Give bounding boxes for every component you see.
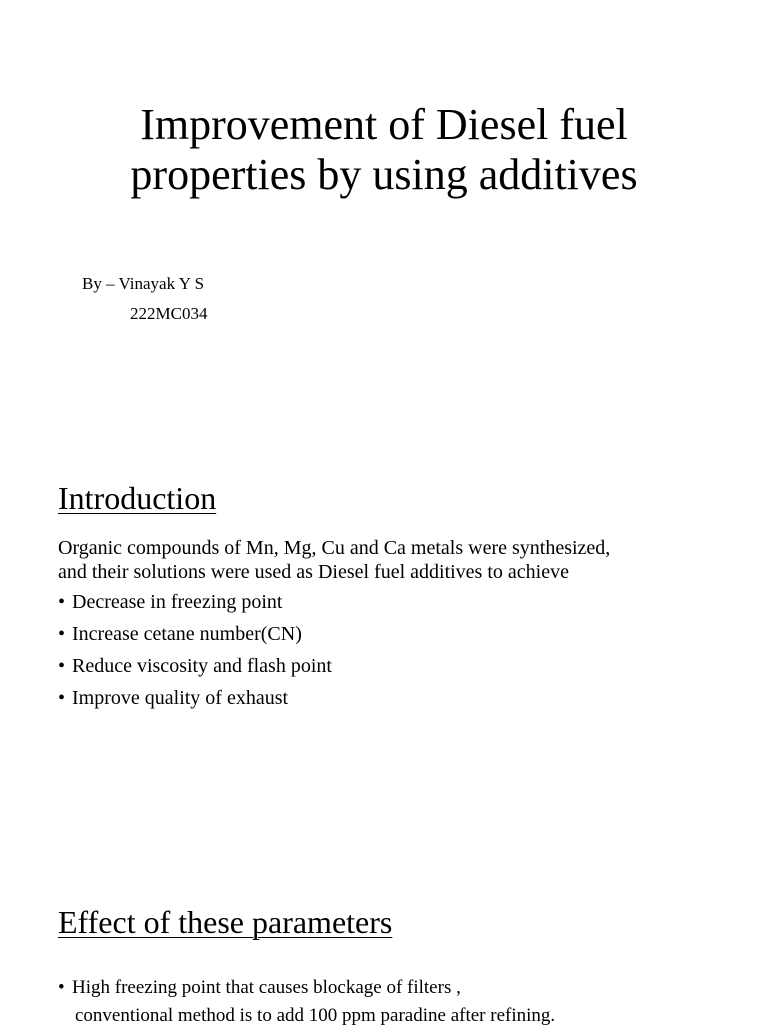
list-item bbox=[58, 686, 332, 718]
effects-bullet-list bbox=[58, 974, 555, 1030]
bullet-icon: • bbox=[58, 591, 66, 613]
title-line-1: Improvement of Diesel fuel bbox=[140, 100, 628, 149]
bullet-icon: • bbox=[58, 623, 66, 645]
list-item bbox=[58, 654, 332, 686]
introduction-paragraph-line-1: Organic compounds of Mn, Mg, Cu and Ca metals were synthesized, bbox=[58, 537, 611, 559]
list-item bbox=[58, 590, 332, 622]
introduction-paragraph-line-2: and their solutions were used as Diesel fuel additives to achieve bbox=[58, 561, 569, 583]
list-item bbox=[58, 622, 332, 654]
effect-line-1 bbox=[58, 974, 555, 1002]
bullet-text: Decrease in freezing point bbox=[72, 591, 283, 613]
author-byline: By – Vinayak Y S bbox=[82, 274, 205, 293]
effects-heading: Effect of these parameters bbox=[58, 904, 393, 940]
slide-title bbox=[0, 100, 768, 200]
bullet-icon: • bbox=[58, 687, 66, 709]
title-line-2: properties by using additives bbox=[130, 150, 638, 199]
author-roll-number: 222MC034 bbox=[130, 304, 208, 323]
introduction-bullet-list bbox=[58, 590, 332, 718]
introduction-heading: Introduction bbox=[58, 480, 217, 516]
effect-text-line-2: conventional method is to add 100 ppm paradine after refining. bbox=[75, 1005, 556, 1026]
introduction-paragraph bbox=[58, 536, 738, 584]
list-item bbox=[58, 974, 555, 1030]
bullet-text: Increase cetane number(CN) bbox=[72, 623, 302, 645]
bullet-icon: • bbox=[58, 655, 66, 677]
bullet-icon: • bbox=[58, 977, 65, 998]
bullet-text: Improve quality of exhaust bbox=[72, 687, 289, 709]
bullet-text: Reduce viscosity and flash point bbox=[72, 655, 332, 677]
effect-text-line-1: High freezing point that causes blockage of filters , bbox=[72, 977, 461, 998]
